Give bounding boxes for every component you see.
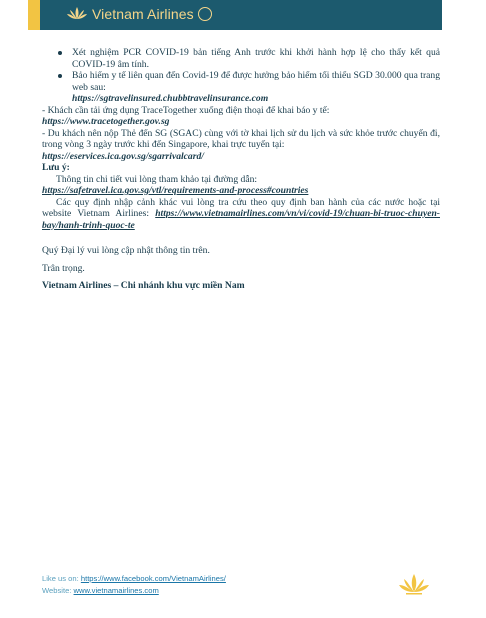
note-line-2: Các quy định nhập cảnh khác vui lòng tra cứu theo quy định ban hành của các nước hoặc tại website Vietnam Airlines:: [42, 196, 440, 219]
footer: [42, 573, 226, 597]
header-accent: [28, 0, 40, 30]
footer-website-label: Website:: [42, 586, 72, 595]
lotus-icon: [66, 6, 88, 22]
website-link[interactable]: www.vietnamairlines.com: [73, 586, 159, 595]
requirement-list: [42, 47, 440, 105]
closing-line-1: Quý Đại lý vui lòng cập nhật thông tin trên.: [42, 245, 210, 256]
signature: Vietnam Airlines – Chi nhánh khu vực miền Nam: [42, 280, 245, 291]
safetravel-link[interactable]: https://safetravel.ica.gov.sg/vtl/requirements-and-process#countries: [42, 185, 309, 196]
tracetogether-text: - Khách cần tải ứng dụng TraceTogether xuống điện thoại để khai báo y tế:: [42, 104, 330, 116]
brand-logo: [66, 4, 212, 24]
brand-name: Vietnam Airlines: [92, 6, 194, 22]
list-item: [72, 47, 440, 70]
tracetogether-link[interactable]: https://www.tracetogether.gov.sg: [42, 116, 170, 127]
insurance-link[interactable]: https://sgtravelinsured.chubbtravelinsurance.com: [72, 93, 269, 104]
facebook-link[interactable]: https://www.facebook.com/VietnamAirlines/: [80, 574, 226, 583]
document-body: [42, 47, 440, 292]
note-title: Lưu ý:: [42, 162, 70, 173]
lotus-icon: [398, 572, 430, 596]
vna-covid-link[interactable]: https://www.vietnamairlines.com/vn/vi/covid-19/chuan-bi-truoc-chuyen-bay/hanh-trinh-quoc-te: [42, 208, 440, 231]
list-item-text: Xét nghiệm PCR COVID-19 bản tiếng Anh trước khi khởi hành hợp lệ cho thấy kết quả COVID-19 âm tính.: [72, 47, 440, 70]
sgac-text: - Du khách nên nộp Thẻ đến SG (SGAC) cùng với tờ khai lịch sử du lịch và sức khỏe trước chuyến đi, trong vòng 3 ngày trước khi đến Singapore, khai trực tuyến tại:: [42, 127, 440, 150]
closing-line-2: Trân trọng.: [42, 262, 85, 274]
list-item-text: Bảo hiểm y tế liên quan đến Covid-19 để được hưởng bảo hiểm tối thiểu SGD 30.000 qua trang web sau:: [72, 70, 440, 93]
brand-emblem-icon: [198, 7, 212, 21]
note-line-1: Thông tin chi tiết vui lòng tham khảo tại đường dẫn:: [56, 173, 258, 185]
list-item: [72, 70, 440, 105]
sgac-link[interactable]: https://eservices.ica.gov.sg/sgarrivalcard/: [42, 150, 204, 162]
footer-like-label: Like us on:: [42, 574, 79, 583]
